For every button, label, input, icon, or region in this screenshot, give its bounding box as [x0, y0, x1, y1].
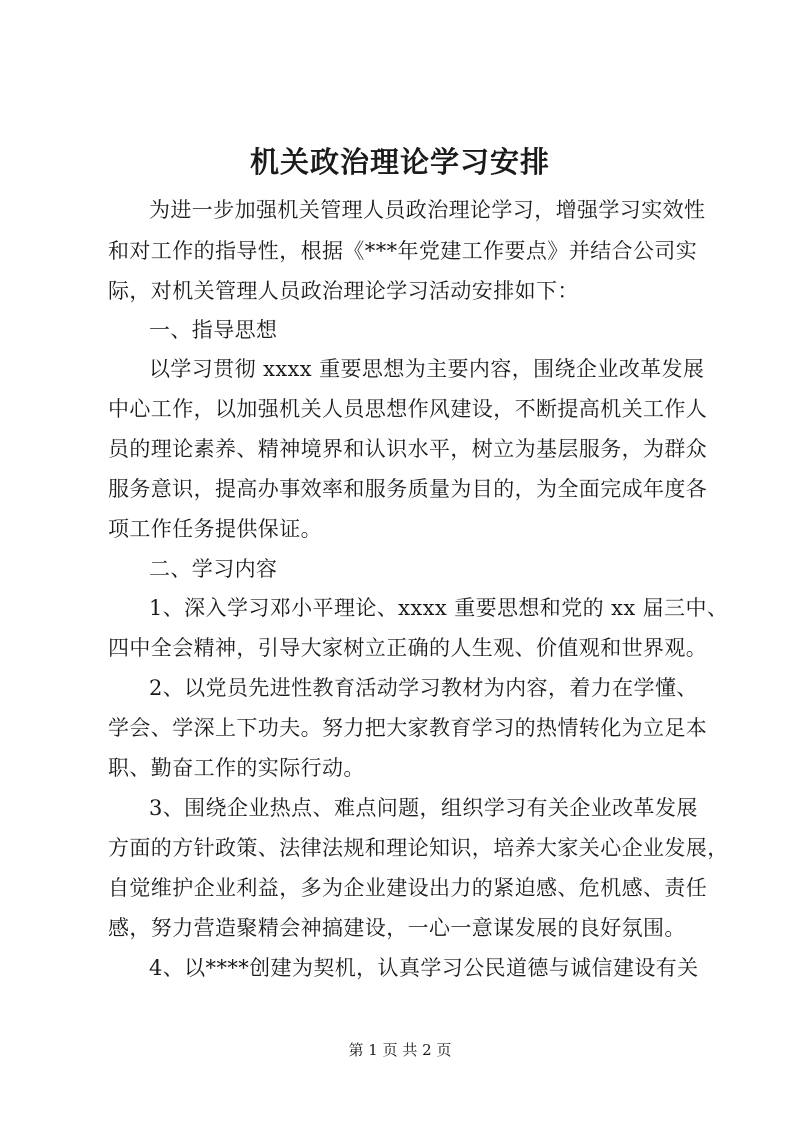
paragraph-line: 4、以****创建为契机，认真学习公民道德与诚信建设有关: [149, 956, 699, 980]
paragraph-line: 为进一步加强机关管理人员政治理论学习，增强学习实效性: [149, 198, 706, 222]
paragraph-line: 学会、学深上下功夫。努力把大家教育学习的热情转化为立足本: [108, 716, 708, 740]
document-title: 机关政治理论学习安排: [249, 145, 550, 179]
paragraph-line: 3、围绕企业热点、难点问题，组织学习有关企业改革发展: [149, 796, 698, 820]
paragraph-line: 员的理论素养、精神境界和认识水平，树立为基层服务，为群众: [108, 437, 708, 461]
paragraph-line: 服务意识，提高办事效率和服务质量为目的，为全面完成年度各: [108, 477, 708, 501]
paragraph-line: 中心工作，以加强机关人员思想作风建设，不断提高机关工作人: [108, 397, 708, 421]
paragraph-line: 以学习贯彻 xxxx 重要思想为主要内容，围绕企业改革发展: [149, 357, 705, 381]
paragraph-line: 方面的方针政策、法律法规和理论知识，培养大家关心企业发展，: [108, 836, 729, 860]
paragraph-line: 感，努力营造聚精会神搞建设，一心一意谋发展的良好氛围。: [108, 916, 686, 940]
section-heading: 二、学习内容: [149, 557, 278, 581]
paragraph-line: 和对工作的指导性，根据《***年党建工作要点》并结合公司实: [108, 239, 698, 263]
section-heading: 一、指导思想: [149, 318, 278, 342]
page-footer: 第 1 页 共 2 页: [348, 1041, 452, 1059]
paragraph-line: 1、深入学习邓小平理论、xxxx 重要思想和党的 xx 届三中、: [149, 596, 729, 620]
paragraph-line: 自觉维护企业利益，多为企业建设出力的紧迫感、危机感、责任: [108, 876, 708, 900]
paragraph-line: 项工作任务提供保证。: [108, 517, 322, 541]
paragraph-line: 职、勤奋工作的实际行动。: [108, 756, 365, 780]
paragraph-line: 2、以党员先进性教育活动学习教材为内容，着力在学懂、: [149, 676, 698, 700]
paragraph-line: 际，对机关管理人员政治理论学习活动安排如下：: [108, 279, 579, 303]
paragraph-line: 四中全会精神，引导大家树立正确的人生观、价值观和世界观。: [108, 636, 708, 660]
